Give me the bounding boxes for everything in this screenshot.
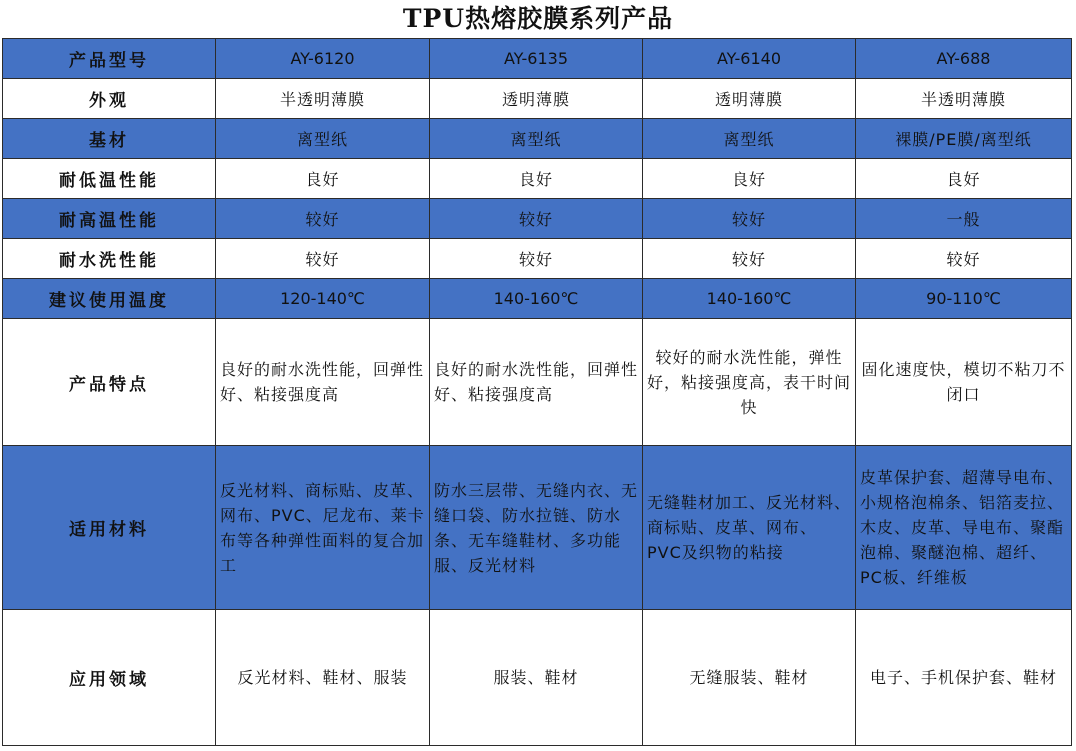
table-cell: 无缝服装、鞋材 (643, 610, 856, 746)
table-cell: 半透明薄膜 (216, 79, 430, 119)
table-row (3, 319, 1072, 446)
row-label-substrate: 基材 (3, 119, 216, 159)
page-title: TPU热熔胶膜系列产品 (402, 4, 674, 33)
table-cell: AY-6120 (216, 39, 430, 79)
row-label-features: 产品特点 (3, 319, 216, 446)
row-label-materials: 适用材料 (3, 446, 216, 610)
row-label-high-temp: 耐高温性能 (3, 199, 216, 239)
table-row (3, 119, 1072, 159)
table-cell: AY-6140 (643, 39, 856, 79)
table-cell: 较好 (430, 199, 643, 239)
table-cell: 裸膜/PE膜/离型纸 (856, 119, 1072, 159)
table-cell: 皮革保护套、超薄导电布、小规格泡棉条、铝箔麦拉、木皮、皮革、导电布、聚酯泡棉、聚醚泡棉、超纤、PC板、纤维板 (856, 446, 1072, 610)
row-label-appearance: 外观 (3, 79, 216, 119)
table-cell: 较好 (643, 199, 856, 239)
table-row (3, 446, 1072, 610)
table-cell: 良好 (856, 159, 1072, 199)
table-cell: 良好 (216, 159, 430, 199)
row-label-wash: 耐水洗性能 (3, 239, 216, 279)
table-cell: 较好 (430, 239, 643, 279)
table-cell: 透明薄膜 (430, 79, 643, 119)
table-cell: 无缝鞋材加工、反光材料、商标贴、皮革、网布、PVC及织物的粘接 (643, 446, 856, 610)
table-row (3, 610, 1072, 746)
table-cell: 离型纸 (216, 119, 430, 159)
table-cell: 一般 (856, 199, 1072, 239)
table-row (3, 279, 1072, 319)
table-cell: 离型纸 (643, 119, 856, 159)
table-cell: 透明薄膜 (643, 79, 856, 119)
table-cell: 良好的耐水洗性能，回弹性好、粘接强度高 (216, 319, 430, 446)
product-spec-table (2, 38, 1072, 746)
table-cell: 较好 (643, 239, 856, 279)
row-label-applications: 应用领域 (3, 610, 216, 746)
table-row (3, 79, 1072, 119)
row-label-low-temp: 耐低温性能 (3, 159, 216, 199)
table-cell: 较好 (216, 239, 430, 279)
table-cell: 较好的耐水洗性能，弹性好，粘接强度高，表干时间快 (643, 319, 856, 446)
table-cell: AY-6135 (430, 39, 643, 79)
table-cell: 90-110℃ (856, 279, 1072, 319)
table-cell: 良好 (430, 159, 643, 199)
table-cell: 良好 (643, 159, 856, 199)
row-label-temperature: 建议使用温度 (3, 279, 216, 319)
table-cell: AY-688 (856, 39, 1072, 79)
row-label-model: 产品型号 (3, 39, 216, 79)
table-cell: 半透明薄膜 (856, 79, 1072, 119)
table-cell: 服装、鞋材 (430, 610, 643, 746)
table-cell: 反光材料、鞋材、服装 (216, 610, 430, 746)
table-cell: 反光材料、商标贴、皮革、网布、PVC、尼龙布、莱卡布等各种弹性面料的复合加工 (216, 446, 430, 610)
table-cell: 良好的耐水洗性能，回弹性好、粘接强度高 (430, 319, 643, 446)
table-cell: 防水三层带、无缝内衣、无缝口袋、防水拉链、防水条、无车缝鞋材、多功能服、反光材料 (430, 446, 643, 610)
table-row (3, 199, 1072, 239)
table-cell: 120-140℃ (216, 279, 430, 319)
table-cell: 140-160℃ (643, 279, 856, 319)
table-cell: 较好 (216, 199, 430, 239)
table-cell: 离型纸 (430, 119, 643, 159)
table-row (3, 39, 1072, 79)
table-cell: 固化速度快，模切不粘刀不闭口 (856, 319, 1072, 446)
table-row (3, 239, 1072, 279)
table-cell: 较好 (856, 239, 1072, 279)
table-cell: 电子、手机保护套、鞋材 (856, 610, 1072, 746)
table-row (3, 159, 1072, 199)
table-cell: 140-160℃ (430, 279, 643, 319)
